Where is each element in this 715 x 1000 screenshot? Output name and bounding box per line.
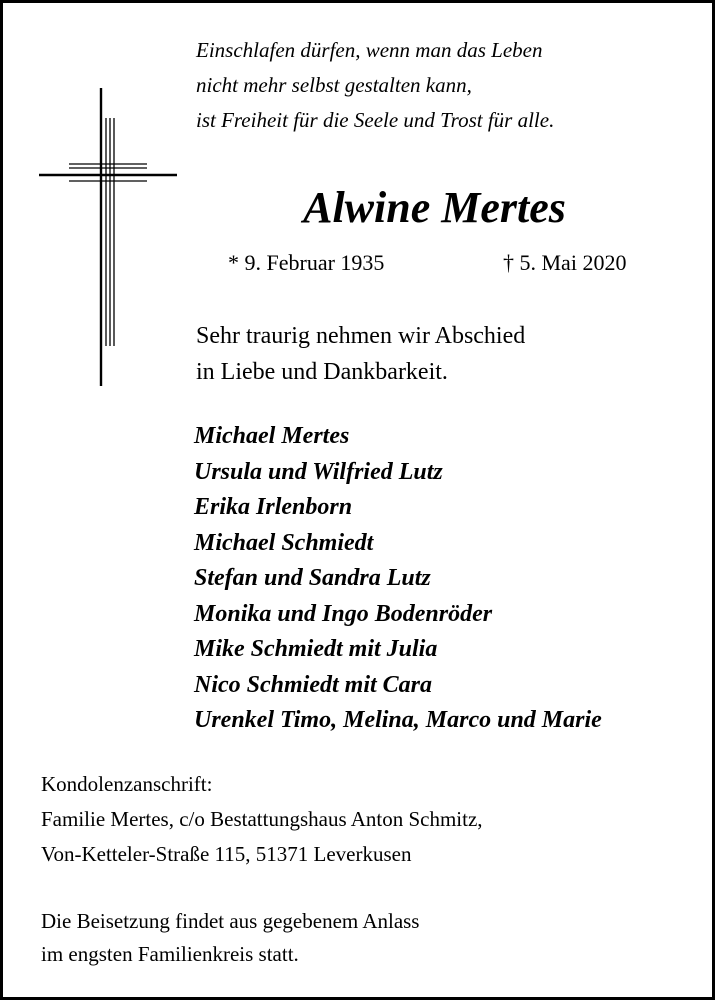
poem-line: Einschlafen dürfen, wenn man das Leben <box>196 38 543 62</box>
mourner-name: Urenkel Timo, Melina, Marco und Marie <box>194 707 602 733</box>
farewell-line: Sehr traurig nehmen wir Abschied <box>196 323 526 349</box>
poem-line: ist Freiheit für die Seele und Trost für alle. <box>196 108 555 132</box>
funeral-note <box>41 905 419 971</box>
funeral-line: im engsten Familienkreis statt. <box>41 942 299 966</box>
poem <box>196 33 554 138</box>
mourners-list <box>194 419 602 739</box>
poem-line: nicht mehr selbst gestalten kann, <box>196 73 472 97</box>
condolence-heading: Kondolenzanschrift: <box>41 772 213 796</box>
cross-icon <box>39 88 179 388</box>
deceased-name: Alwine Mertes <box>303 183 566 232</box>
mourner-name: Ursula und Wilfried Lutz <box>194 458 443 485</box>
address-line: Familie Mertes, c/o Bestattungshaus Anton Schmitz, <box>41 807 483 831</box>
condolence-address <box>41 767 483 872</box>
birth-date: * 9. Februar 1935 <box>228 250 385 275</box>
death-date: † 5. Mai 2020 <box>503 250 627 275</box>
mourner-name: Stefan und Sandra Lutz <box>194 565 431 591</box>
mourner-name: Erika Irlenborn <box>194 494 353 520</box>
farewell-text <box>196 318 525 390</box>
mourner-name: Monika und Ingo Bodenröder <box>194 600 493 627</box>
mourner-name: Nico Schmiedt mit Cara <box>194 671 433 698</box>
mourner-name: Mike Schmiedt mit Julia <box>194 636 438 662</box>
mourner-name: Michael Mertes <box>194 423 350 449</box>
address-line: Von-Ketteler-Straße 115, 51371 Leverkusen <box>41 842 412 866</box>
mourner-name: Michael Schmiedt <box>194 529 374 556</box>
funeral-line: Die Beisetzung findet aus gegebenem Anlass <box>41 909 420 933</box>
farewell-line: in Liebe und Dankbarkeit. <box>196 359 448 385</box>
